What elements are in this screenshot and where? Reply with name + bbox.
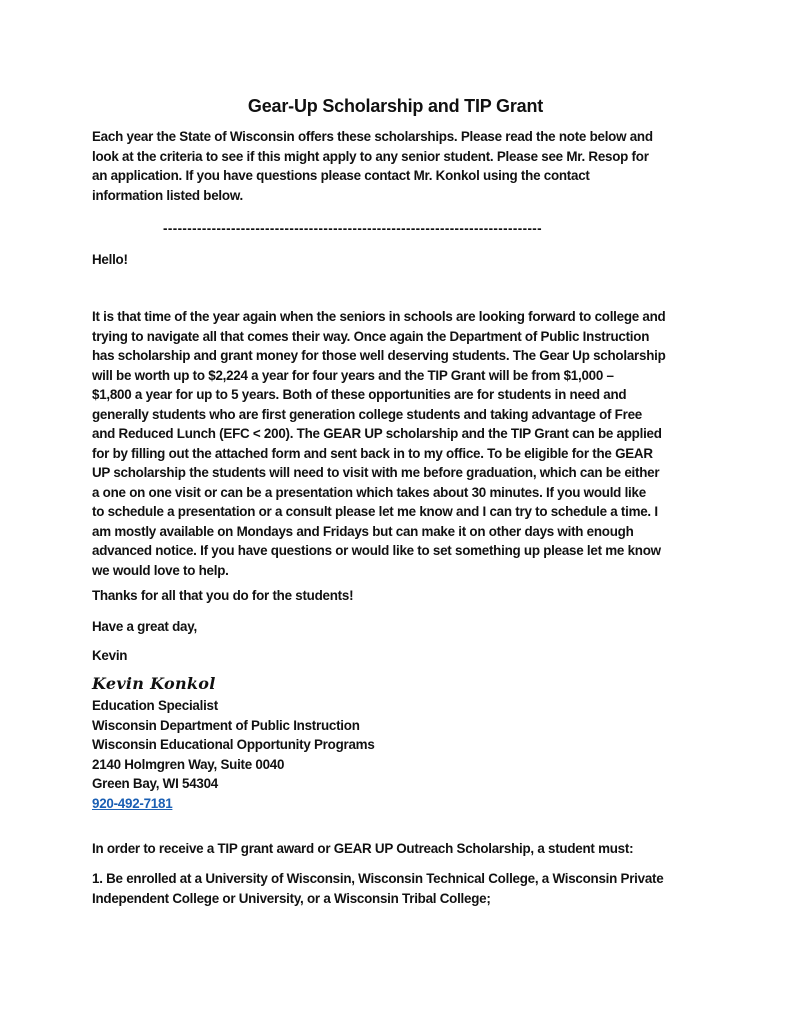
intro-line: information listed below. xyxy=(92,187,243,203)
contact-city: Green Bay, WI 54304 xyxy=(92,776,218,791)
body-line: we would love to help. xyxy=(92,562,229,578)
intro-line: look at the criteria to see if this might apply to any senior student. Please see Mr. Resop for xyxy=(92,148,649,164)
criteria-item-1 xyxy=(92,869,712,908)
contact-street: 2140 Holmgren Way, Suite 0040 xyxy=(92,756,285,772)
criteria-intro: In order to receive a TIP grant award or GEAR UP Outreach Scholarship, a student must: xyxy=(92,841,634,856)
body-line: will be worth up to $2,224 a year for four years and the TIP Grant will be from $1,000 – xyxy=(92,367,614,383)
sender-name: Kevin xyxy=(92,648,128,663)
body-line: to schedule a presentation or a consult please let me know and I can try to schedule a time. I xyxy=(92,504,658,519)
contact-title: Education Specialist xyxy=(92,698,218,713)
body-line: generally students who are first generation college students and taking advantage of Free xyxy=(92,406,642,422)
body-line: UP scholarship the students will need to visit with me before graduation, which can be either xyxy=(92,465,660,480)
body-line: has scholarship and grant money for those well deserving students. The Gear Up scholarship xyxy=(92,348,666,363)
intro-paragraph xyxy=(92,127,712,205)
phone-link[interactable]: 920-492-7181 xyxy=(92,795,173,811)
contact-program: Wisconsin Educational Opportunity Programs xyxy=(92,737,375,752)
contact-block xyxy=(92,696,712,813)
thanks-line: Thanks for all that you do for the students! xyxy=(92,588,354,603)
document-title: Gear-Up Scholarship and TIP Grant xyxy=(247,96,544,116)
criteria-line: Independent College or University, or a Wisconsin Tribal College; xyxy=(92,890,491,906)
body-line: It is that time of the year again when the seniors in schools are looking forward to college and xyxy=(92,309,666,324)
body-line: am mostly available on Mondays and Fridays but can make it on other days with enough xyxy=(92,523,634,539)
intro-line: Each year the State of Wisconsin offers these scholarships. Please read the note below and xyxy=(92,129,653,144)
body-paragraph xyxy=(92,307,712,580)
body-line: for by filling out the attached form and sent back in to my office. To be eligible for the GEAR xyxy=(92,445,653,461)
handwritten-signature: Kevin Konkol xyxy=(92,674,216,693)
greeting: Hello! xyxy=(92,252,128,267)
contact-department: Wisconsin Department of Public Instruction xyxy=(92,717,360,733)
criteria-line: 1. Be enrolled at a University of Wisconsin, Wisconsin Technical College, a Wisconsin Private xyxy=(92,871,664,886)
body-line: a one on one visit or can be a presentation which takes about 30 minutes. If you would like xyxy=(92,484,646,500)
body-line: and Reduced Lunch (EFC < 200). The GEAR UP scholarship and the TIP Grant can be applied xyxy=(92,426,662,441)
body-line: $1,800 a year for up to 5 years. Both of these opportunities are for students in need and xyxy=(92,387,627,402)
closing-line: Have a great day, xyxy=(92,619,197,634)
body-line: advanced notice. If you have questions or would like to set something up please let me know xyxy=(92,543,661,558)
body-line: trying to navigate all that comes their way. Once again the Department of Public Instruction xyxy=(92,328,650,344)
section-divider: ------------------------------------------------------------------------------ xyxy=(163,221,543,236)
intro-line: an application. If you have questions please contact Mr. Konkol using the contact xyxy=(92,168,590,183)
